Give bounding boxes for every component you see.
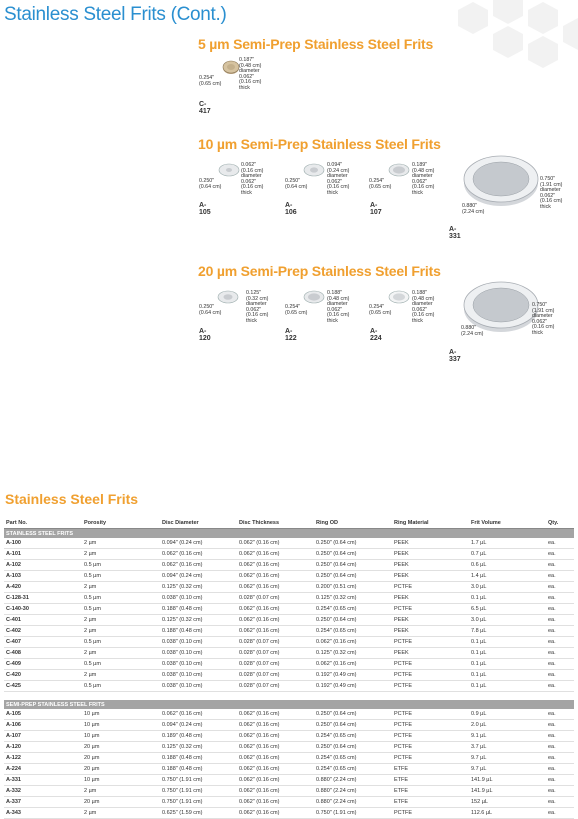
table-row <box>4 681 574 692</box>
table-cell: 0.5 µm <box>82 604 160 615</box>
table-cell: 0.038" (0.10 cm) <box>160 593 237 604</box>
table-cell: 0.028" (0.07 cm) <box>237 681 314 692</box>
page-title: Stainless Steel Frits (Cont.) <box>4 4 227 25</box>
table-cell: 0.062" (0.16 cm) <box>237 731 314 742</box>
part-number-cell: C-408 <box>4 648 82 659</box>
table-cell: PEEK <box>392 571 469 582</box>
table-cell: 3.0 µL <box>469 582 546 593</box>
table-cell: ea. <box>546 764 574 775</box>
table-cell: 20 µm <box>82 742 160 753</box>
table-cell: 0.062" (0.16 cm) <box>160 549 237 560</box>
table-cell: 0.254" (0.65 cm) <box>314 753 392 764</box>
table-cell: 10 µm <box>82 731 160 742</box>
table-row <box>4 593 574 604</box>
frit-part-number: A-107 <box>370 202 382 216</box>
col-header: Ring Material <box>392 517 469 529</box>
col-header: Disc Thickness <box>237 517 314 529</box>
section-title-20um: 20 µm Semi-Prep Stainless Steel Frits <box>198 263 441 279</box>
table-cell: 6.5 µL <box>469 604 546 615</box>
section-title-5um: 5 µm Semi-Prep Stainless Steel Frits <box>198 36 434 52</box>
table-cell: 0.028" (0.07 cm) <box>237 637 314 648</box>
table-cell: 2 µm <box>82 670 160 681</box>
table-cell: 2.0 µL <box>469 720 546 731</box>
table-cell: 0.062" (0.16 cm) <box>160 560 237 571</box>
frit-right-dim: 0.125" (0.32 cm) diameter 0.062" (0.16 cm) thick <box>246 290 269 324</box>
table-row <box>4 808 574 819</box>
spacer-cell <box>4 692 574 701</box>
table-cell: ea. <box>546 604 574 615</box>
table-cell: 0.094" (0.24 cm) <box>160 571 237 582</box>
table-cell: 141.9 µL <box>469 775 546 786</box>
frit-part-number: A-105 <box>199 202 211 216</box>
table-cell: 0.192" (0.49 cm) <box>314 670 392 681</box>
table-cell: ea. <box>546 753 574 764</box>
part-number-cell: A-331 <box>4 775 82 786</box>
table-cell: ea. <box>546 615 574 626</box>
table-cell: 0.750" (1.91 cm) <box>160 786 237 797</box>
table-cell: 0.038" (0.10 cm) <box>160 670 237 681</box>
table-cell: 0.188" (0.48 cm) <box>160 753 237 764</box>
table-cell: 0.125" (0.32 cm) <box>314 648 392 659</box>
frit-left-dim: 0.250" (0.64 cm) <box>285 178 308 190</box>
table-row <box>4 615 574 626</box>
frit-part-number: A-224 <box>370 328 382 342</box>
part-number-cell: A-103 <box>4 571 82 582</box>
table-cell: ea. <box>546 582 574 593</box>
table-cell: 0.1 µL <box>469 670 546 681</box>
table-row <box>4 670 574 681</box>
table-cell: ea. <box>546 637 574 648</box>
table-cell: ea. <box>546 681 574 692</box>
frit-disc-icon <box>303 289 325 305</box>
part-number-cell: A-120 <box>4 742 82 753</box>
table-cell: ETFE <box>392 786 469 797</box>
frit-left-dim: 0.254" (0.65 cm) <box>285 304 308 316</box>
part-number-cell: A-102 <box>4 560 82 571</box>
table-cell: PEEK <box>392 615 469 626</box>
table-cell: 0.880" (2.24 cm) <box>314 797 392 808</box>
table-cell: ea. <box>546 659 574 670</box>
table-cell: 0.125" (0.32 cm) <box>160 742 237 753</box>
table-cell: 0.750" (1.91 cm) <box>314 808 392 819</box>
table-header-row <box>4 517 574 529</box>
table-heading: Stainless Steel Frits <box>5 491 139 507</box>
part-number-cell: A-343 <box>4 808 82 819</box>
part-number-cell: C-407 <box>4 637 82 648</box>
table-cell: 2 µm <box>82 648 160 659</box>
table-row <box>4 753 574 764</box>
table-cell: ea. <box>546 538 574 549</box>
table-cell: 0.094" (0.24 cm) <box>160 538 237 549</box>
table-cell: 0.062" (0.16 cm) <box>237 797 314 808</box>
table-cell: 20 µm <box>82 753 160 764</box>
table-cell: 2 µm <box>82 786 160 797</box>
table-cell: 0.880" (2.24 cm) <box>314 786 392 797</box>
part-number-cell: A-337 <box>4 797 82 808</box>
frit-disc-icon <box>303 162 325 178</box>
table-cell: ea. <box>546 775 574 786</box>
table-row <box>4 604 574 615</box>
table-cell: 0.880" (2.24 cm) <box>314 775 392 786</box>
table-cell: ea. <box>546 786 574 797</box>
frit-right-dim: 0.187" (0.48 cm) diameter 0.062" (0.16 cm) thick <box>239 57 262 91</box>
table-row <box>4 560 574 571</box>
table-cell: PCTFE <box>392 731 469 742</box>
table-cell: 7.8 µL <box>469 626 546 637</box>
frit-left-dim: 0.254" (0.65 cm) <box>369 178 392 190</box>
part-number-cell: C-401 <box>4 615 82 626</box>
table-cell: 0.254" (0.65 cm) <box>314 626 392 637</box>
table-cell: ea. <box>546 560 574 571</box>
table-cell: ea. <box>546 742 574 753</box>
table-cell: 2 µm <box>82 538 160 549</box>
frit-right-dim: 0.062" (0.16 cm) diameter 0.062" (0.16 cm) thick <box>241 162 264 196</box>
table-cell: 1.7 µL <box>469 538 546 549</box>
frit-right-dim: 0.750" (1.91 cm) diameter 0.062" (0.16 cm) thick <box>540 176 563 210</box>
table-cell: PEEK <box>392 549 469 560</box>
table-cell: PCTFE <box>392 808 469 819</box>
table-row <box>4 538 574 549</box>
table-cell: 0.028" (0.07 cm) <box>237 670 314 681</box>
table-cell: PCTFE <box>392 742 469 753</box>
spec-table <box>4 517 574 819</box>
table-cell: 0.062" (0.16 cm) <box>237 720 314 731</box>
table-cell: 0.250" (0.64 cm) <box>314 571 392 582</box>
table-cell: 0.062" (0.16 cm) <box>237 549 314 560</box>
frit-part-number: A-120 <box>199 328 211 342</box>
table-cell: 0.250" (0.64 cm) <box>314 538 392 549</box>
col-header: Disc Diameter <box>160 517 237 529</box>
frit-right-dim: 0.189" (0.48 cm) diameter 0.062" (0.16 cm) thick <box>412 162 435 196</box>
part-number-cell: A-100 <box>4 538 82 549</box>
table-cell: 0.250" (0.64 cm) <box>314 742 392 753</box>
table-cell: 0.062" (0.16 cm) <box>160 709 237 720</box>
table-row <box>4 648 574 659</box>
table-cell: 0.062" (0.16 cm) <box>237 582 314 593</box>
frit-part-number: A-106 <box>285 202 297 216</box>
table-cell: 0.250" (0.64 cm) <box>314 549 392 560</box>
table-cell: 0.038" (0.10 cm) <box>160 648 237 659</box>
table-cell: 0.750" (1.91 cm) <box>160 797 237 808</box>
frit-disc-icon <box>217 289 239 305</box>
table-row <box>4 571 574 582</box>
table-spacer <box>4 692 574 701</box>
part-number-cell: A-101 <box>4 549 82 560</box>
part-number-cell: C-409 <box>4 659 82 670</box>
table-cell: 0.1 µL <box>469 593 546 604</box>
table-cell: 0.062" (0.16 cm) <box>237 764 314 775</box>
table-cell: 0.6 µL <box>469 560 546 571</box>
table-cell: 0.254" (0.65 cm) <box>314 764 392 775</box>
table-cell: 0.125" (0.32 cm) <box>160 582 237 593</box>
table-cell: 0.750" (1.91 cm) <box>160 775 237 786</box>
table-cell: 0.125" (0.32 cm) <box>314 593 392 604</box>
table-row <box>4 775 574 786</box>
table-group-row <box>4 700 574 709</box>
table-cell: ea. <box>546 709 574 720</box>
table-cell: 0.062" (0.16 cm) <box>237 753 314 764</box>
part-number-cell: C-420 <box>4 670 82 681</box>
table-cell: 0.062" (0.16 cm) <box>237 709 314 720</box>
frit-disc-icon <box>462 152 540 208</box>
table-cell: 0.250" (0.64 cm) <box>314 709 392 720</box>
table-cell: ea. <box>546 593 574 604</box>
table-cell: 0.062" (0.16 cm) <box>237 775 314 786</box>
table-cell: 0.125" (0.32 cm) <box>160 615 237 626</box>
table-row <box>4 742 574 753</box>
table-cell: 0.094" (0.24 cm) <box>160 720 237 731</box>
table-cell: ea. <box>546 648 574 659</box>
table-cell: 3.0 µL <box>469 615 546 626</box>
table-cell: 2 µm <box>82 615 160 626</box>
table-cell: ea. <box>546 720 574 731</box>
group-label: STAINLESS STEEL FRITS <box>4 529 574 539</box>
table-cell: 0.254" (0.65 cm) <box>314 604 392 615</box>
part-number-cell: A-105 <box>4 709 82 720</box>
table-group-row <box>4 529 574 539</box>
table-cell: PCTFE <box>392 753 469 764</box>
table-cell: ea. <box>546 808 574 819</box>
table-cell: 0.250" (0.64 cm) <box>314 720 392 731</box>
table-cell: 9.7 µL <box>469 753 546 764</box>
frit-left-dim: 0.880" (2.24 cm) <box>462 203 485 215</box>
frit-disc-icon <box>222 58 240 76</box>
table-cell: 0.189" (0.48 cm) <box>160 731 237 742</box>
col-header: Qty. <box>546 517 574 529</box>
table-cell: 0.062" (0.16 cm) <box>237 615 314 626</box>
group-label: SEMI-PREP STAINLESS STEEL FRITS <box>4 700 574 709</box>
table-cell: ea. <box>546 670 574 681</box>
table-row <box>4 626 574 637</box>
table-cell: 0.188" (0.48 cm) <box>160 626 237 637</box>
table-cell: PCTFE <box>392 670 469 681</box>
table-cell: 9.7 µL <box>469 764 546 775</box>
frit-disc-icon <box>388 162 410 178</box>
part-number-cell: A-420 <box>4 582 82 593</box>
table-cell: 2 µm <box>82 626 160 637</box>
table-cell: ea. <box>546 797 574 808</box>
table-cell: 0.9 µL <box>469 709 546 720</box>
part-number-cell: C-425 <box>4 681 82 692</box>
frit-part-number: A-337 <box>449 349 461 363</box>
table-cell: 0.062" (0.16 cm) <box>314 637 392 648</box>
table-cell: 20 µm <box>82 764 160 775</box>
table-cell: 0.062" (0.16 cm) <box>237 808 314 819</box>
table-cell: 0.1 µL <box>469 648 546 659</box>
frit-right-dim: 0.188" (0.48 cm) diameter 0.062" (0.16 cm) thick <box>327 290 350 324</box>
table-cell: 10 µm <box>82 720 160 731</box>
table-cell: 0.062" (0.16 cm) <box>237 604 314 615</box>
table-cell: 1.4 µL <box>469 571 546 582</box>
frit-part-number: A-331 <box>449 226 461 240</box>
table-cell: 0.5 µm <box>82 681 160 692</box>
table-row <box>4 637 574 648</box>
table-cell: PEEK <box>392 538 469 549</box>
frit-left-dim: 0.254" (0.65 cm) <box>199 75 222 87</box>
frit-part-number: A-122 <box>285 328 297 342</box>
table-cell: 0.1 µL <box>469 637 546 648</box>
part-number-cell: A-107 <box>4 731 82 742</box>
table-cell: 2 µm <box>82 582 160 593</box>
table-cell: ea. <box>546 731 574 742</box>
table-row <box>4 709 574 720</box>
table-cell: PCTFE <box>392 582 469 593</box>
table-cell: 0.062" (0.16 cm) <box>237 571 314 582</box>
table-cell: 20 µm <box>82 797 160 808</box>
table-cell: PCTFE <box>392 637 469 648</box>
table-cell: 0.038" (0.10 cm) <box>160 681 237 692</box>
table-cell: 152 µL <box>469 797 546 808</box>
table-cell: 0.062" (0.16 cm) <box>237 742 314 753</box>
col-header: Frit Volume <box>469 517 546 529</box>
table-cell: PEEK <box>392 560 469 571</box>
table-cell: 0.5 µm <box>82 560 160 571</box>
part-number-cell: A-332 <box>4 786 82 797</box>
table-cell: 0.188" (0.48 cm) <box>160 764 237 775</box>
table-cell: 9.1 µL <box>469 731 546 742</box>
table-cell: ea. <box>546 571 574 582</box>
table-cell: 0.1 µL <box>469 681 546 692</box>
table-cell: 2 µm <box>82 808 160 819</box>
table-row <box>4 797 574 808</box>
part-number-cell: C-128-31 <box>4 593 82 604</box>
frit-right-dim: 0.094" (0.24 cm) diameter 0.062" (0.16 cm) thick <box>327 162 350 196</box>
frit-part-number: C-417 <box>199 101 211 115</box>
table-cell: 0.192" (0.49 cm) <box>314 681 392 692</box>
table-cell: 0.062" (0.16 cm) <box>237 538 314 549</box>
table-cell: 0.5 µm <box>82 571 160 582</box>
table-cell: 10 µm <box>82 709 160 720</box>
table-cell: 3.7 µL <box>469 742 546 753</box>
table-cell: ETFE <box>392 764 469 775</box>
table-cell: PCTFE <box>392 681 469 692</box>
table-cell: ETFE <box>392 797 469 808</box>
section-title-10um: 10 µm Semi-Prep Stainless Steel Frits <box>198 136 441 152</box>
table-row <box>4 731 574 742</box>
table-cell: 0.038" (0.10 cm) <box>160 659 237 670</box>
table-cell: 2 µm <box>82 549 160 560</box>
table-row <box>4 720 574 731</box>
table-cell: 0.028" (0.07 cm) <box>237 659 314 670</box>
table-cell: 0.250" (0.64 cm) <box>314 615 392 626</box>
frit-left-dim: 0.880" (2.24 cm) <box>461 325 484 337</box>
frit-left-dim: 0.250" (0.64 cm) <box>199 304 222 316</box>
table-row <box>4 659 574 670</box>
frit-disc-icon <box>388 289 410 305</box>
table-cell: PEEK <box>392 593 469 604</box>
table-cell: PEEK <box>392 648 469 659</box>
table-cell: ea. <box>546 549 574 560</box>
hexagon-pattern-decoration <box>418 0 578 70</box>
table-cell: 0.5 µm <box>82 659 160 670</box>
table-cell: 0.028" (0.07 cm) <box>237 593 314 604</box>
table-cell: 0.5 µm <box>82 593 160 604</box>
table-cell: PCTFE <box>392 659 469 670</box>
table-cell: PCTFE <box>392 720 469 731</box>
table-cell: 112.6 µL <box>469 808 546 819</box>
table-cell: PCTFE <box>392 604 469 615</box>
frit-left-dim: 0.250" (0.64 cm) <box>199 178 222 190</box>
table-cell: 0.254" (0.65 cm) <box>314 731 392 742</box>
frit-right-dim: 0.750" (1.91 cm) diameter 0.062" (0.16 cm) thick <box>532 302 555 336</box>
table-cell: 10 µm <box>82 775 160 786</box>
table-cell: 0.200" (0.51 cm) <box>314 582 392 593</box>
table-cell: ea. <box>546 626 574 637</box>
table-cell: 0.062" (0.16 cm) <box>314 659 392 670</box>
col-header: Porosity <box>82 517 160 529</box>
table-row <box>4 549 574 560</box>
table-cell: 0.250" (0.64 cm) <box>314 560 392 571</box>
table-cell: 141.9 µL <box>469 786 546 797</box>
table-cell: PCTFE <box>392 709 469 720</box>
part-number-cell: A-106 <box>4 720 82 731</box>
table-cell: 0.7 µL <box>469 549 546 560</box>
table-cell: ETFE <box>392 775 469 786</box>
frit-left-dim: 0.254" (0.65 cm) <box>369 304 392 316</box>
col-header: Ring OD <box>314 517 392 529</box>
table-cell: 0.062" (0.16 cm) <box>237 626 314 637</box>
table-row <box>4 786 574 797</box>
table-cell: 0.5 µm <box>82 637 160 648</box>
part-number-cell: A-224 <box>4 764 82 775</box>
col-header: Part No. <box>4 517 82 529</box>
table-cell: 0.188" (0.48 cm) <box>160 604 237 615</box>
table-cell: 0.062" (0.16 cm) <box>237 560 314 571</box>
table-cell: 0.1 µL <box>469 659 546 670</box>
part-number-cell: C-140-30 <box>4 604 82 615</box>
table-cell: 0.062" (0.16 cm) <box>237 786 314 797</box>
table-cell: 0.028" (0.07 cm) <box>237 648 314 659</box>
table-row <box>4 764 574 775</box>
part-number-cell: C-402 <box>4 626 82 637</box>
frit-right-dim: 0.188" (0.48 cm) diameter 0.062" (0.16 cm) thick <box>412 290 435 324</box>
table-cell: 0.038" (0.10 cm) <box>160 637 237 648</box>
frit-disc-icon <box>218 162 240 178</box>
table-row <box>4 582 574 593</box>
table-cell: PEEK <box>392 626 469 637</box>
table-cell: 0.625" (1.59 cm) <box>160 808 237 819</box>
part-number-cell: A-122 <box>4 753 82 764</box>
